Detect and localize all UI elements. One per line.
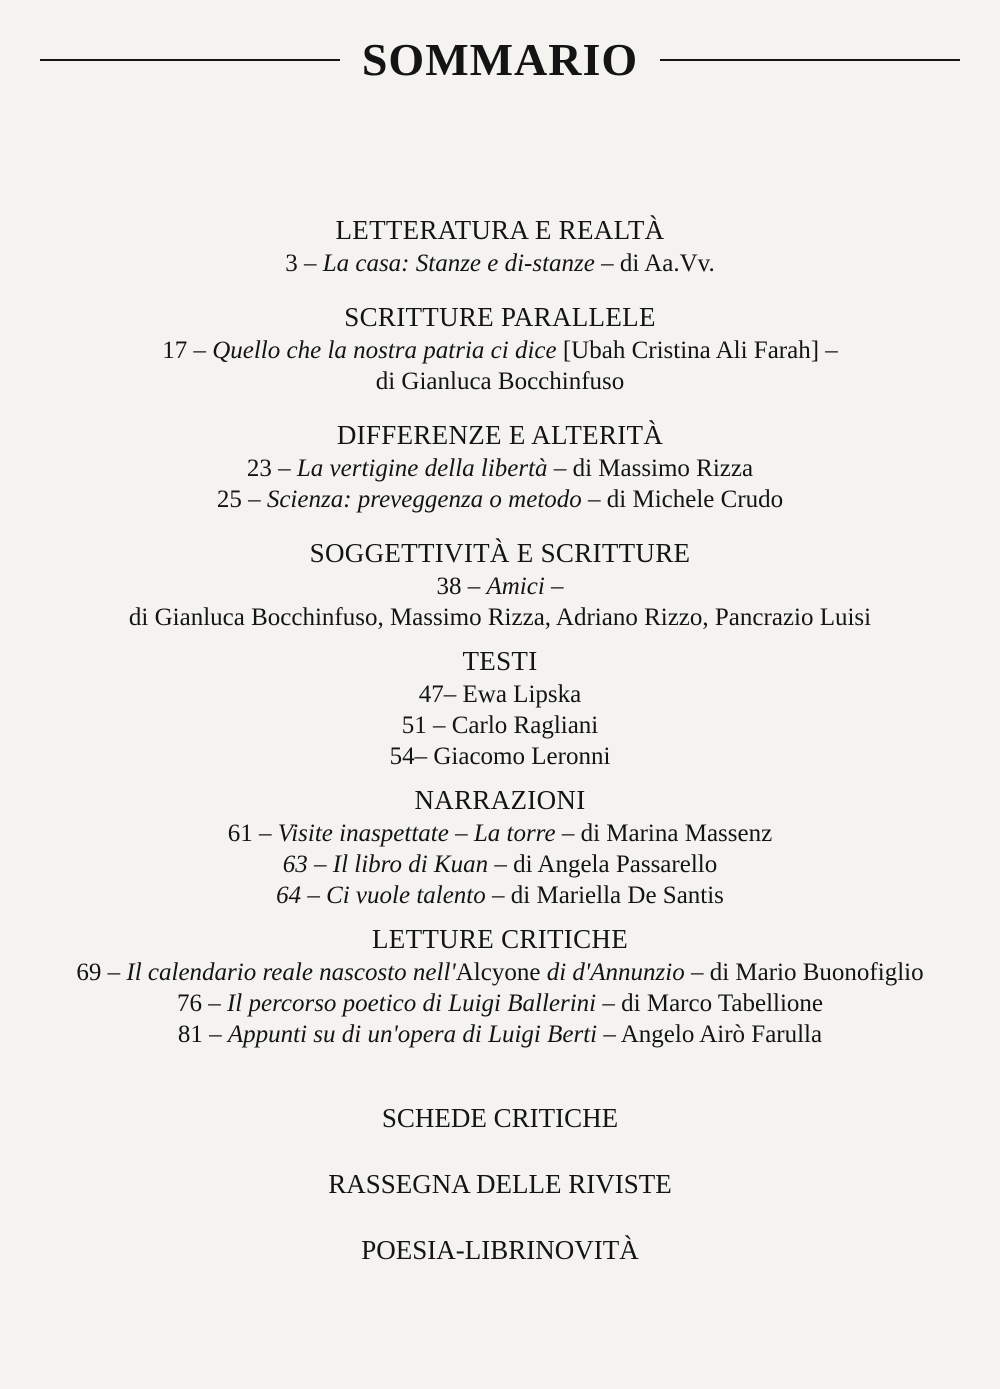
entry-text: Amici (486, 573, 545, 600)
entry-text: La vertigine della libertà (296, 455, 548, 482)
entry-text: – di Michele Crudo (581, 486, 784, 513)
toc-section (20, 212, 980, 279)
entry-text: – di Mariella De Santis (485, 882, 724, 909)
toc-entry (20, 1019, 980, 1050)
entry-text: – di Angela Passarello (488, 851, 718, 878)
spacer (20, 1070, 980, 1100)
spacer (20, 1202, 980, 1232)
toc-entry (20, 710, 980, 741)
toc-section (20, 535, 980, 633)
section-title: TESTI (462, 646, 538, 676)
toc-entry (20, 818, 980, 849)
toc-section (20, 921, 980, 1050)
section-title: LETTURE CRITICHE (371, 924, 628, 954)
entry-text: 76 – (176, 990, 227, 1017)
entry-text: di Gianluca Bocchinfuso, Massimo Rizza, Adriano Rizzo, Pancrazio Luisi (128, 604, 872, 631)
entry-text: 17 – (162, 337, 213, 364)
toc-section (20, 643, 980, 772)
section-title: LETTERATURA E REALTÀ (335, 215, 665, 245)
toc-entry (20, 679, 980, 710)
entry-text: 47– Ewa Lipska (418, 681, 582, 708)
toc-entry (20, 957, 980, 988)
header-rule-left (40, 59, 340, 61)
toc-section (20, 299, 980, 397)
toc-section (20, 417, 980, 515)
entry-text: La casa: Stanze e di-stanze (322, 250, 595, 277)
entry-text: – di Marina Massenz (555, 820, 773, 847)
entry-text: 64 – Ci vuole talento (276, 882, 486, 909)
entry-text: Il calendario reale nascosto nell' (126, 959, 456, 986)
section-title: NARRAZIONI (414, 785, 586, 815)
entry-text: Il percorso poetico di Luigi Ballerini (226, 990, 597, 1017)
entry-text: Alcyone (455, 959, 541, 986)
entry-text: Scienza: preveggenza o metodo (266, 486, 582, 513)
toc-entry (20, 453, 980, 484)
toc-entry (20, 602, 980, 633)
standalone-section-title: SCHEDE CRITICHE (381, 1103, 619, 1133)
toc-entry (20, 849, 980, 880)
page-header (40, 30, 960, 90)
toc-entry (20, 484, 980, 515)
section-title: SCRITTURE PARALLELE (344, 302, 656, 332)
entry-text: – (448, 820, 474, 847)
entry-text: – di Mario Buonofiglio (684, 959, 924, 986)
toc-entry (20, 741, 980, 772)
page-title: SOMMARIO (361, 34, 639, 85)
section-title: SOGGETTIVITÀ E SCRITTURE (309, 538, 691, 568)
toc-entry (20, 988, 980, 1019)
toc-entry (20, 571, 980, 602)
entry-text: 25 – (216, 486, 267, 513)
entry-text: La torre (473, 820, 556, 847)
entry-text: Quello che la nostra patria ci dice (212, 337, 557, 364)
header-rule-right (660, 59, 960, 61)
toc-entry (20, 248, 980, 279)
entry-text: 54– Giacomo Leronni (389, 743, 611, 770)
entry-text: – di Marco Tabellione (596, 990, 824, 1017)
entry-text: di d'Annunzio (540, 959, 685, 986)
entry-text: – Angelo Airò Farulla (597, 1021, 823, 1048)
toc-section (20, 782, 980, 911)
entry-text: 61 – (227, 820, 278, 847)
entry-text: Visite inaspettate (277, 820, 449, 847)
entry-text: 51 – Carlo Ragliani (401, 712, 599, 739)
entry-text: – (544, 573, 564, 600)
entry-text: 81 – (177, 1021, 228, 1048)
entry-text: 38 – (436, 573, 487, 600)
entry-text: – di Massimo Rizza (547, 455, 754, 482)
section-title: DIFFERENZE E ALTERITÀ (336, 420, 664, 450)
toc-entry (20, 335, 980, 366)
toc-entry (20, 880, 980, 911)
entry-text: 3 – (285, 250, 323, 277)
toc-entry (20, 366, 980, 397)
entry-text: 63 – Il libro di Kuan (282, 851, 489, 878)
entry-text: – di Aa.Vv. (594, 250, 715, 277)
standalone-section-title: POESIA-LIBRINOVITÀ (361, 1235, 639, 1265)
table-of-contents (20, 212, 980, 1268)
entry-text: [Ubah Cristina Ali Farah] – (556, 337, 838, 364)
entry-text: Appunti su di un'opera di Luigi Berti (227, 1021, 598, 1048)
entry-text: 69 – (76, 959, 127, 986)
standalone-section-title: RASSEGNA DELLE RIVISTE (328, 1169, 672, 1199)
spacer (20, 1136, 980, 1166)
entry-text: di Gianluca Bocchinfuso (375, 368, 625, 395)
entry-text: 23 – (246, 455, 297, 482)
